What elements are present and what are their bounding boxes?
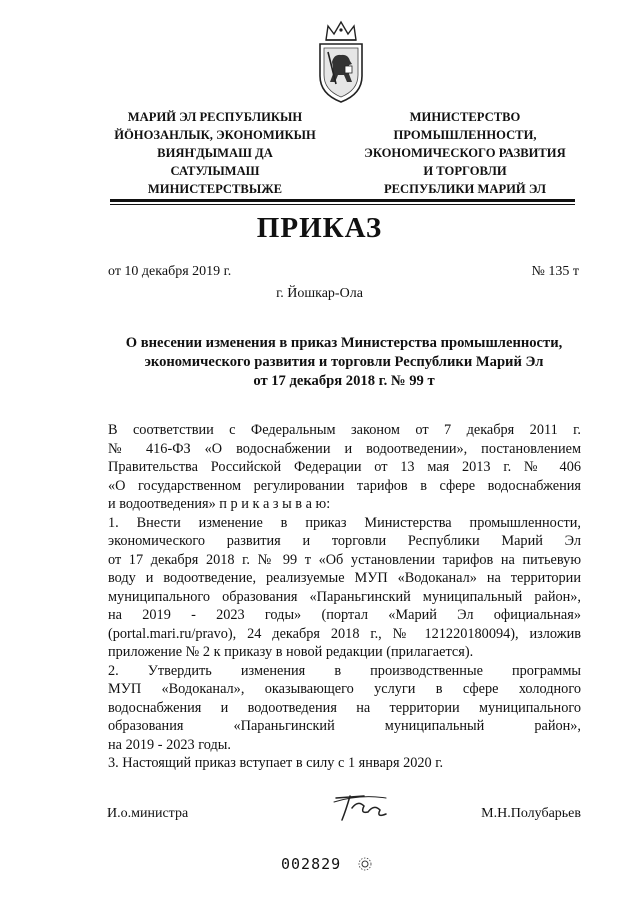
document-title: ПРИКАЗ [256,212,383,244]
subject-line: от 17 декабря 2018 г. № 99 т [253,373,435,389]
header-right-line: И ТОРГОВЛИ [423,164,507,178]
serial-number: 002829 [281,855,342,873]
body-line: 3. Настоящий приказ вступает в силу с 1 января 2020 г. [108,755,444,771]
header-right-line: МИНИСТЕРСТВО [409,110,521,124]
signatory-name: М.Н.Полубарьев [481,806,581,821]
body-line: образования «Параньгинский муниципальный район», [108,718,581,734]
ornament-icon [358,857,372,871]
body-line: на 2019 - 2023 годы» (портал «Марий Эл официальная» [108,607,581,623]
header-divider-thick [110,199,575,202]
document-subject [110,334,578,391]
body-line: приложение № 2 к приказу в новой редакции (прилагается). [108,644,474,660]
document-city: г. Йошкар-Ола [276,286,363,301]
body-line: МУП «Водоканал», оказывающего услуги в сфере холодного [108,681,581,697]
header-divider-thin [110,204,575,205]
body-line: Правительства Российской Федерации от 13 мая 2013 г. № 406 [108,459,581,475]
document-body [108,421,581,773]
body-line: воду и водоотведение, реализуемые МУП «Водоканал» на территории [108,570,581,586]
header-left-line: САТУЛЫМАШ [170,164,260,178]
body-line: водоснабжения и водоотведения на территории муниципального [108,699,581,716]
body-line: № 416-ФЗ «О водоснабжении и водоотведении», постановлением [108,440,581,457]
header-right-ministry-ru [340,108,590,198]
subject-line: О внесении изменения в приказ Министерства промышленности, [125,335,563,351]
signatory-position: И.о.министра [107,806,189,821]
header-left-line: ВИЯҤДЫМАШ ДА [157,146,273,160]
body-line: и водоотведения» п р и к а з ы в а ю: [108,496,331,512]
body-line: муниципального образования «Параньгинский муниципальный район», [108,588,581,605]
body-line: на 2019 - 2023 годы. [108,736,231,753]
header-right-line: ЭКОНОМИЧЕСКОГО РАЗВИТИЯ [364,146,566,160]
body-line: «О государственном регулировании тарифов в сфере водоснабжения [108,477,581,494]
coat-of-arms-icon [316,18,366,104]
body-line: 2. Утвердить изменения в производственные программы [108,662,581,679]
body-line: экономического развития и торговли Республики Марий Эл [108,533,581,549]
header-right-line: РЕСПУБЛИКИ МАРИЙ ЭЛ [383,182,547,196]
handwritten-signature-icon [330,790,390,830]
header-right-line: ПРОМЫШЛЕННОСТИ, [393,128,537,142]
header-left-line: ЙӦНОЗАНЛЫК, ЭКОНОМИКЫН [114,128,316,142]
body-line: от 17 декабря 2018 г. № 99 т «Об установлении тарифов на питьевую [108,551,581,568]
subject-line: экономического развития и торговли Республики Марий Эл [144,354,544,370]
body-line: В соответствии с Федеральным законом от 7 декабря 2011 г. [108,422,581,438]
body-line: 1. Внести изменение в приказ Министерства промышленности, [108,514,581,531]
document-date: от 10 декабря 2019 г. [108,264,232,279]
header-left-line: МИНИСТЕРСТВЫЖЕ [147,182,283,196]
document-number: № 135 т [531,264,579,279]
header-left-ministry-mari [90,108,340,198]
body-line: (portal.mari.ru/pravo), 24 декабря 2018 г., № 121220180094), изложив [108,625,581,642]
header-left-line: МАРИЙ ЭЛ РЕСПУБЛИКЫН [127,110,303,124]
